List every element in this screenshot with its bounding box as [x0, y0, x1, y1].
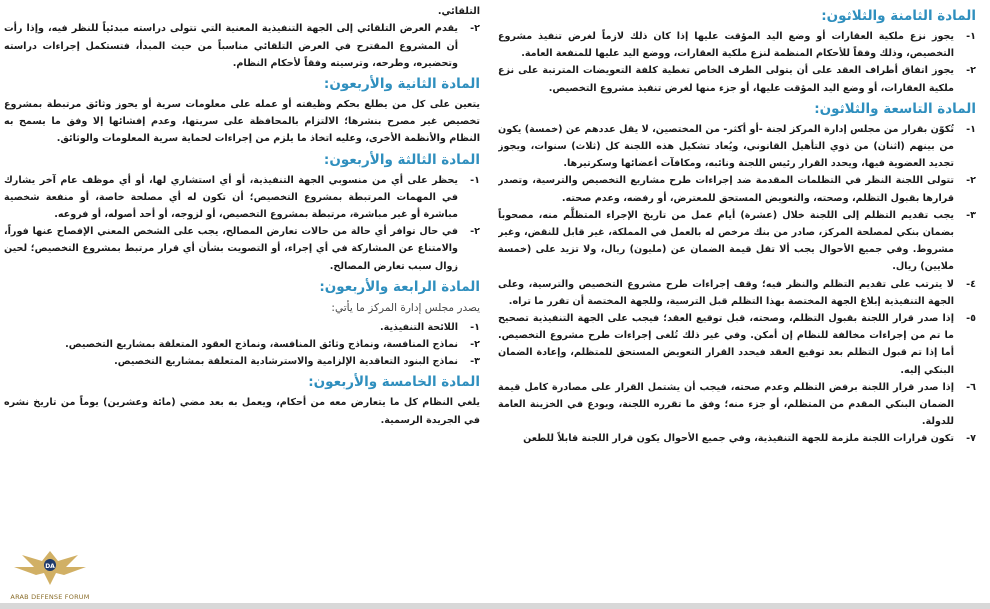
clause	[498, 310, 976, 379]
clause	[498, 62, 976, 96]
svg-text:DA: DA	[45, 563, 55, 570]
clause-text: يجوز اتفاق أطراف العقد على أن يتولى الطرف الخاص تغطية كلفة التعويضات المترتبة على نزع ملكية العقارات، أو وضع اليد المؤقت عليها، أو جزء منها لغرض تنفيذ مشروع التخصيص.	[498, 65, 954, 94]
clause-text: تُكوّن بقرار من مجلس إدارة المركز لجنة -أو أكثر- من المختصين، لا يقل عددهم عن (خمسة) يكون من بينهم (اثنان) من ذوي التأهيل القانوني، ويُعاد تشكيل هذه اللجنة كل (ثلاث) سنوات، ويجوز تجديد العضوية فيها، ويحدد القرار رئيس اللجنة ونائبه، ومكافآت أعضائها وسكرتيرها.	[498, 123, 954, 170]
clause-text: إذا صدر قرار اللجنة برفض التظلم وعدم صحته، فيجب أن يشتمل القرار على مصادرة كامل قيمة الضمان البنكي المقدم من المتظلم، أو جزء منه؛ وفق ما تقرره اللجنة، ويودع في الخزينة العامة للدولة.	[498, 381, 954, 428]
watermark-logo	[6, 545, 94, 603]
left-column	[4, 0, 480, 601]
clause-text: اللائحة التنفيذية.	[379, 321, 458, 333]
clause-number: ٢-	[470, 339, 480, 351]
clause-text: تتولى اللجنة النظر في التظلمات المقدمة ضد إجراءات طرح مشاريع التخصيص والترسية، وتصدر قرارها بقبول التظلم، وصحته، والتعويض المستحق للمعترض، أو رفضه، وعدم صحته.	[498, 175, 954, 204]
clause	[4, 353, 480, 370]
clause-number: ٢-	[470, 226, 480, 238]
article-paragraph: يلغي النظام كل ما يتعارض معه من أحكام، ويعمل به بعد مضي (مائة وعشرين) يوماً من تاريخ نشره في الجريدة الرسمية.	[4, 397, 480, 426]
footer-bar	[0, 603, 990, 609]
clause-number: ٣-	[966, 209, 976, 221]
article-44	[4, 277, 480, 371]
eagle-emblem-icon	[6, 545, 94, 591]
clause	[4, 319, 480, 336]
article-heading: المادة الثانية والأربعون:	[323, 76, 480, 93]
right-column	[498, 4, 976, 601]
clause-number: ١-	[966, 123, 976, 135]
clause	[498, 276, 976, 310]
article-paragraph: يتعين على كل من يطلع بحكم وظيفته أو عمله على معلومات سرية أو يحوز وثائق مرتبطة بمشروع تخصيص غير مصرح بنشرها؛ الالتزام بالمحافظة على سريتها، وعدم إفشائها إلا وفق ما يسمح به النظام والأنظمة الأخرى، وعليه اتخاذ ما يلزم من إجراءات لحماية سرية المعلومات والوثائق.	[4, 99, 480, 145]
clause-number: ١-	[470, 321, 480, 333]
article-heading: المادة الثالثة والأربعون:	[323, 151, 480, 168]
clause	[498, 172, 976, 206]
continued-paragraph: التلقائي.	[437, 6, 480, 18]
article-45	[4, 372, 480, 428]
article-intro: يصدر مجلس إدارة المركز ما يأتي:	[331, 301, 480, 314]
clause	[4, 20, 480, 72]
article-heading: المادة الثامنة والثلاثون:	[821, 8, 976, 24]
article-43	[4, 150, 480, 275]
clause	[498, 207, 976, 276]
clause	[4, 336, 480, 353]
clause-number: ٧-	[966, 433, 976, 445]
clause-number: ٢-	[966, 175, 976, 187]
article-39	[498, 99, 976, 448]
clause-text: يجب تقديم التظلم إلى اللجنة خلال (عشرة) أيام عمل من تاريخ الإجراء المتظلَّم منه، مصحوباً بضمان بنكي لمصلحة المركز، صادر من بنك مرخص له بالعمل في المملكة، غير قابل للنقض، وغير مشروط. وفي جميع الأحوال يجب ألا تقل قيمة الضمان عن (مليون) ريال، ولا تزيد على (خمسة ملايين) ريال.	[498, 209, 954, 273]
clause-text: يقدم العرض التلقائي إلى الجهة التنفيذية المعنية التي تتولى دراسته مبدئياً للنظر فيه، وإذا رأت أن المشروع المقترح في العرض التلقائي مناسباً من حيث المبدأ، فتستكمل إجراءات دراسته وتحضيره، وطرحه، وترسيته وفقاً لأحكام النظام.	[4, 23, 458, 69]
clause-number: ٤-	[966, 278, 976, 290]
article-38	[498, 6, 976, 97]
clause-number: ٣-	[470, 356, 480, 368]
clause-text: تكون قرارات اللجنة ملزمة للجهة التنفيذية، وفي جميع الأحوال يكون قرار اللجنة قابلاً للطعن	[523, 433, 954, 445]
article-heading: المادة التاسعة والثلاثون:	[814, 100, 976, 117]
clause	[498, 28, 976, 62]
clause	[4, 172, 480, 224]
clause-number: ١-	[966, 31, 976, 42]
clause-number: ٦-	[966, 381, 976, 393]
clause-text: لا يترتب على تقديم التظلم والنظر فيه؛ وقف إجراءات طرح مشروع التخصيص والترسية، وعلى الجهة التنفيذية إبلاغ الجهة المختصة بهذا التظلم قبل الترسية، وللجهة المختصة أن تقرر ما تراه.	[498, 278, 954, 307]
clause-number: ٥-	[966, 313, 976, 325]
clause-text: إذا صدر قرار اللجنة بقبول التظلم، وصحته، قبل توقيع العقد؛ فيجب على الجهة التنفيذية تصحيح ما تم من إجراءات مخالفة للنظام إن أمكن. وفي غير ذلك تُلغى إجراءات طرح مشروع التخصيص. أما إذا تم قبول التظلم بعد توقيع العقد فيحدد القرار التعويض المستحق للمتظلم، وإعادة الضمان البنكي إليه.	[498, 313, 954, 376]
clause-number: ٢-	[470, 23, 480, 35]
article-42	[4, 74, 480, 148]
logo-text: ARAB DEFENSE FORUM	[10, 593, 90, 601]
clause-text: يجوز نزع ملكية العقارات أو وضع اليد المؤقت عليها إذا كان ذلك لازماً لغرض تنفيذ مشروع التخصيص، وذلك وفقاً للأحكام المنظمة لنزع ملكية العقارات، ووضع اليد عليها للمنفعة العامة.	[498, 31, 954, 60]
clause-text: نماذج البنود التعاقدية الإلزامية والاسترشادية المتعلقة بمشاريع التخصيص.	[114, 356, 458, 368]
clause-text: في حال توافر أي حالة من حالات تعارض المصالح، يجب على الشخص المعني الإفصاح عنها فوراً، والامتناع عن المشاركة في أي إجراء، أو التصويت بشأن أي قرار مرتبط بمشروع التخصيص؛ لحين زوال سبب تعارض المصالح.	[4, 226, 458, 272]
clause	[498, 430, 976, 447]
clause-text: نماذج المنافسة، ونماذج وثائق المنافسة، ونماذج العقود المتعلقة بمشاريع التخصيص.	[65, 339, 458, 351]
article-heading: المادة الرابعة والأربعون:	[319, 278, 480, 295]
clause	[4, 223, 480, 275]
article-heading: المادة الخامسة والأربعون:	[308, 374, 480, 391]
clause	[498, 121, 976, 173]
clause-number: ١-	[470, 174, 480, 186]
clause	[498, 379, 976, 431]
clause-text: يحظر على أي من منسوبي الجهة التنفيذية، أو أي استشاري لها، أو أي موظف عام آخر يشارك في المهمات المرتبطة بمشروع التخصيص؛ أن تكون له أي مصلحة خاصة، أو منفعة شخصية مباشرة أو غير مباشرة، مرتبطة بمشروع التخصيص، أو لزوجه، أو أحد أصوله، أو فروعه.	[4, 174, 458, 221]
clause-number: ٢-	[966, 65, 976, 77]
